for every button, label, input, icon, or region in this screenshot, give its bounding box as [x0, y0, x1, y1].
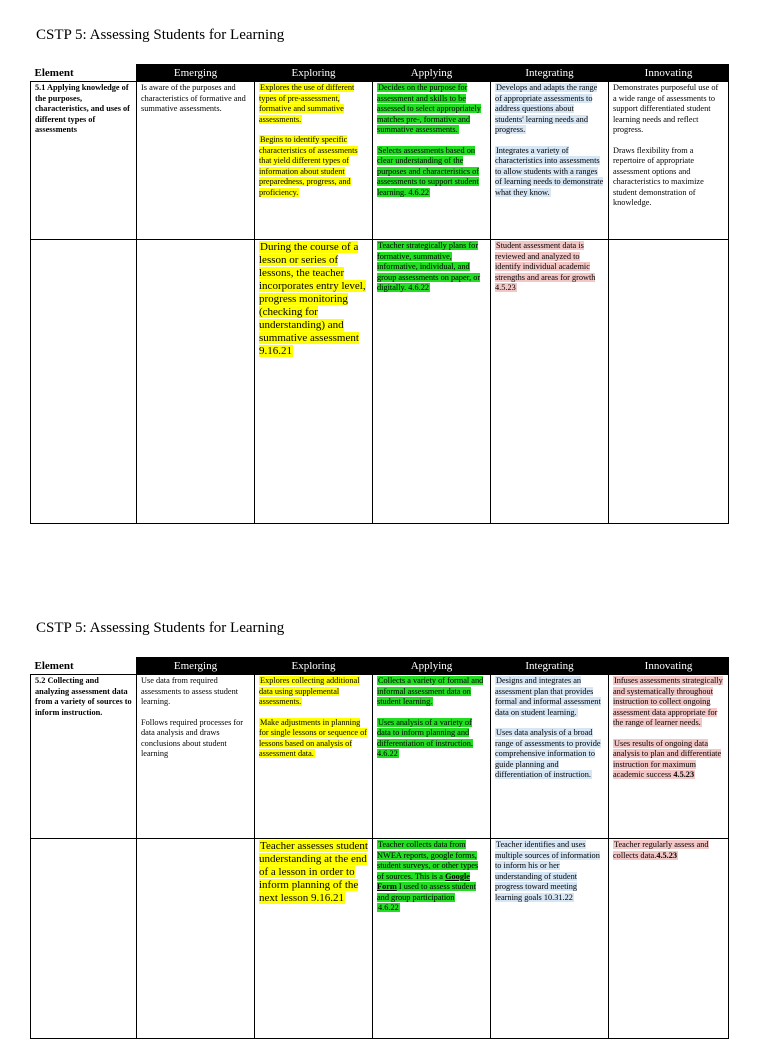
header-row — [31, 65, 729, 82]
evidence-date: 4.6.22 — [378, 903, 399, 912]
descriptor-text: Explores the use of different types of pre-assessment, formative and summative assessments. — [259, 83, 355, 124]
level-header-integrating: Integrating — [491, 658, 609, 675]
evidence-row — [31, 839, 729, 1039]
innovating-cell — [609, 675, 729, 839]
integrating-evidence-cell — [491, 240, 609, 524]
rubric-table — [30, 657, 729, 1039]
descriptor-text: Use data from required assessments to assess student learning. — [141, 676, 239, 706]
descriptor-text: Draws flexibility from a repertoire of appropriate assessment options and characteristics to maximize student demonstration of knowledge. — [613, 145, 704, 207]
evidence-text: Teacher assesses student understanding at the end of a lesson in order to inform planning of the next lesson 9.16.21 — [259, 840, 368, 904]
emerging-cell — [137, 82, 255, 240]
exploring-evidence-cell — [255, 839, 373, 1039]
evidence-text: Teacher identifies and uses multiple sources of information to inform his or her understanding of student progress toward meeting learning goals 10.31.22 — [495, 840, 600, 902]
innovating-evidence-cell — [609, 839, 729, 1039]
element-label: 5.1 Applying knowledge of the purposes, characteristics, and uses of different types of assessments — [31, 82, 137, 240]
rubric-table — [30, 64, 729, 524]
section-title: CSTP 5: Assessing Students for Learning — [36, 27, 285, 43]
descriptor-text: Decides on the purpose for assessment and skills to be assessed to select appropriately matches pre-, formative and summative assessments. — [377, 83, 481, 134]
applying-evidence-cell — [373, 839, 491, 1039]
descriptor-text: Develops and adapts the range of appropriate assessments to address questions about students' learning needs and progress. — [495, 83, 598, 134]
descriptor-text: Designs and integrates an assessment plan that provides formal and informal assessment data on student learning. — [495, 676, 601, 717]
exploring-cell — [255, 675, 373, 839]
level-header-integrating: Integrating — [491, 65, 609, 82]
applying-cell — [373, 675, 491, 839]
element-evidence-cell — [31, 240, 137, 524]
exploring-cell — [255, 82, 373, 240]
descriptor-text: Selects assessments based on clear understanding of the purposes and characteristics of assessments to support student learning. 4.6.22 — [377, 145, 480, 197]
level-header-exploring: Exploring — [255, 658, 373, 675]
evidence-text: Teacher strategically plans for formative, summative, informative, individual, and group assessments on paper, or digitally. 4.6.22 — [377, 241, 481, 292]
evidence-date: 4.5.23 — [656, 850, 678, 860]
emerging-cell — [137, 675, 255, 839]
element-header: Element — [31, 658, 137, 675]
innovating-evidence-cell — [609, 240, 729, 524]
element-label: 5.2 Collecting and analyzing assessment data from a variety of sources to inform instruction. — [31, 675, 137, 839]
descriptor-date: 4.5.23 — [673, 770, 695, 779]
header-row — [31, 658, 729, 675]
evidence-text: I used to assess student and group participation — [377, 882, 476, 902]
emerging-evidence-cell — [137, 240, 255, 524]
emerging-evidence-cell — [137, 839, 255, 1039]
element-evidence-cell — [31, 839, 137, 1039]
descriptor-text: Is aware of the purposes and characteristics of formative and summative assessments. — [141, 83, 246, 113]
descriptor-text: Integrates a variety of characteristics into assessments to allow students with a ranges of learning needs to demonstrate what they know. — [495, 145, 604, 197]
descriptor-text: Collects a variety of formal and informal assessment data on student learning. — [377, 676, 484, 706]
google-form-link[interactable]: Google Form — [377, 871, 470, 891]
innovating-cell — [609, 82, 729, 240]
rubric-section-5-1 — [30, 24, 728, 524]
applying-evidence-cell — [373, 240, 491, 524]
evidence-row — [31, 240, 729, 524]
level-header-emerging: Emerging — [137, 658, 255, 675]
descriptor-row — [31, 82, 729, 240]
descriptor-text: Uses data analysis of a broad range of assessments to provide comprehensive information to guide planning and differentiation of instruction. — [495, 728, 601, 779]
integrating-cell — [491, 82, 609, 240]
level-header-applying: Applying — [373, 65, 491, 82]
descriptor-text: Infuses assessments strategically and systematically throughout instruction to collect ongoing assessment data appropriate for the range of learner needs. — [613, 676, 723, 727]
descriptor-text: Uses analysis of a variety of data to inform planning and differentiation of instruction. 4.6.22 — [377, 717, 473, 758]
descriptor-row — [31, 675, 729, 839]
descriptor-text: Demonstrates purposeful use of a wide range of assessments to support differentiated student learning needs and reflect progress. — [613, 83, 719, 134]
level-header-innovating: Innovating — [609, 65, 729, 82]
level-header-emerging: Emerging — [137, 65, 255, 82]
evidence-text: Student assessment data is reviewed and analyzed to identify individual academic strengths and areas for growth 4.5.23 — [495, 241, 596, 292]
level-header-innovating: Innovating — [609, 658, 729, 675]
section-title: CSTP 5: Assessing Students for Learning — [36, 620, 285, 636]
evidence-text: Teacher regularly assess and collects data. — [613, 840, 709, 860]
integrating-evidence-cell — [491, 839, 609, 1039]
descriptor-text: Explores collecting additional data using supplemental assessments. — [259, 676, 360, 706]
descriptor-text: Uses results of ongoing data analysis to plan and differentiate instruction for maximum academic success — [613, 738, 722, 779]
exploring-evidence-cell — [255, 240, 373, 524]
level-header-exploring: Exploring — [255, 65, 373, 82]
descriptor-text: Make adjustments in planning for single lessons or sequence of lessons based on analysis of assessment data. — [259, 717, 368, 758]
evidence-text: During the course of a lesson or series of lessons, the teacher incorporates entry level, progress monitoring (checking for understanding) and summative assessment 9.16.21 — [259, 241, 366, 357]
descriptor-text: Follows required processes for data analysis and draws conclusions about student learning — [141, 717, 244, 758]
integrating-cell — [491, 675, 609, 839]
rubric-section-5-2 — [30, 617, 728, 1039]
level-header-applying: Applying — [373, 658, 491, 675]
element-header: Element — [31, 65, 137, 82]
descriptor-text: Begins to identify specific characteristics of assessments that yield different types of information about student preparedness, progress, and proficiency. — [259, 135, 358, 197]
applying-cell — [373, 82, 491, 240]
evidence-text: Teacher collects data from NWEA reports, google forms, student surveys, or other types of sources. This is a — [377, 840, 479, 881]
